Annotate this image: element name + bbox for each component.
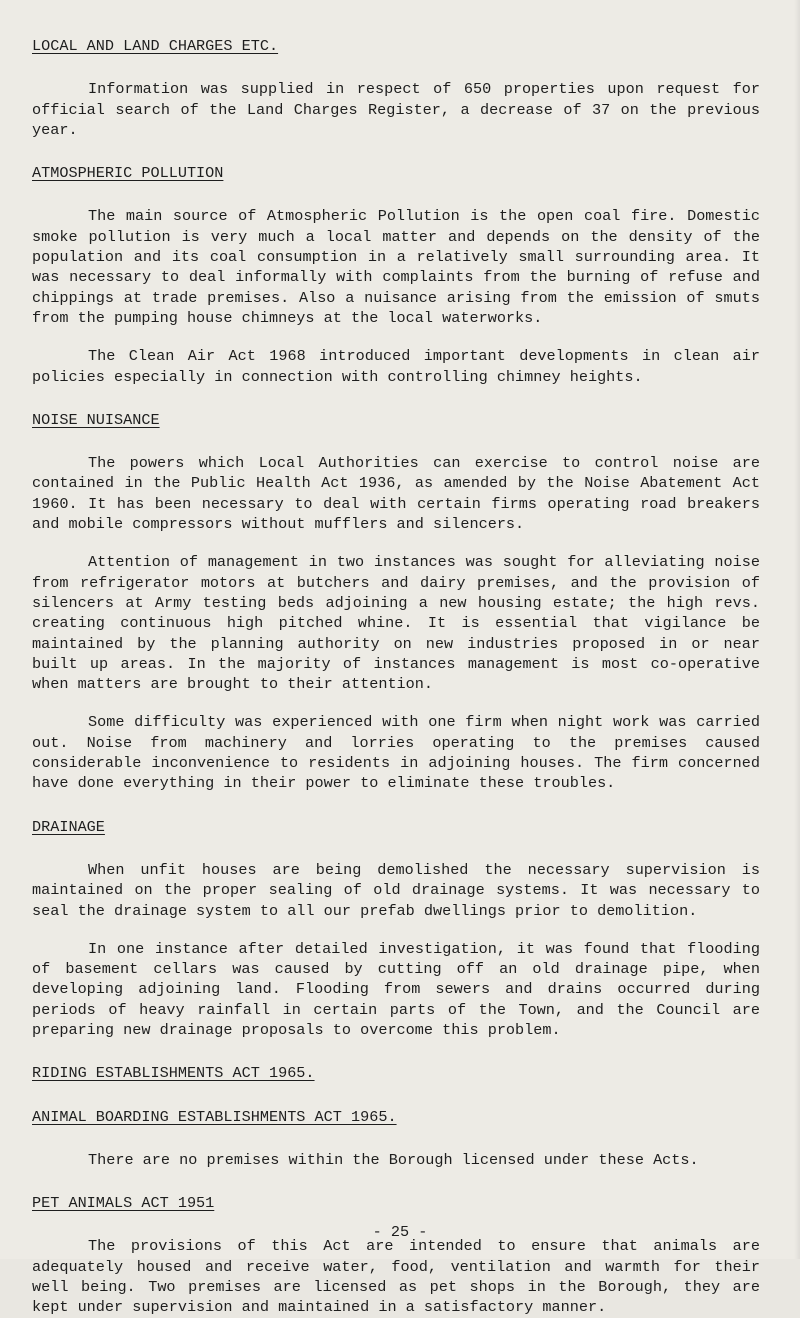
paragraph: Attention of management in two instances was sought for alleviating noise from refrigerator motors at butchers and dairy premises, and the provision of silencers at Army testing beds adjoining a new housing estate; the high revs. creating continuous high pitched whine. It is essential that vigilance be maintained by the planning authority on new industries proposed in or near built up areas. In the majority of instances management is most co-operative when matters are brought to their attention. <box>32 553 760 694</box>
paragraph: The Clean Air Act 1968 introduced important developments in clean air policies especially in connection with controlling chimney heights. <box>32 347 760 386</box>
heading-drainage: DRAINAGE <box>32 817 105 836</box>
paragraph: The main source of Atmospheric Pollution is the open coal fire. Domestic smoke pollution is very much a local matter and depends on the density of the population and its coal consumption in a relatively small surrounding area. It was necessary to deal informally with complaints from the burning of refuse and chippings at trade premises. Also a nuisance arising from the emission of smuts from the pumping house chimneys at the local waterworks. <box>32 207 760 327</box>
paragraph: Information was supplied in respect of 650 properties upon request for official search of the Land Charges Register, a decrease of 37 on the previous year. <box>32 80 760 139</box>
paragraph: The powers which Local Authorities can exercise to control noise are contained in the Public Health Act 1936, as amended by the Noise Abatement Act 1960. It has been necessary to deal with certain firms operating road breakers and mobile compressors without mufflers and silencers. <box>32 454 760 534</box>
paragraph: The provisions of this Act are intended to ensure that animals are adequately housed and receive water, food, ventilation and warmth for their well being. Two premises are licensed as pet shops in the Borough, they are kept under supervision and maintained in a satisfactory manner. <box>32 1237 760 1317</box>
heading-riding-establishments-act: RIDING ESTABLISHMENTS ACT 1965. <box>32 1064 315 1083</box>
heading-local-land-charges: LOCAL AND LAND CHARGES ETC. <box>32 37 279 55</box>
heading-noise-nuisance: NOISE NUISANCE <box>32 410 160 429</box>
page-number: - 25 - <box>372 1223 428 1241</box>
paragraph: When unfit houses are being demolished the necessary supervision is maintained on the proper sealing of old drainage systems. It was necessary to seal the drainage system to all our prefab dwellings prior to demolition. <box>32 860 760 920</box>
page-edge-shadow <box>794 0 800 1259</box>
paragraph: In one instance after detailed investigation, it was found that flooding of basement cellars was caused by cutting off an old drainage pipe, when developing adjoining land. Flooding from sewers and drains occurred during periods of heavy rainfall in certain parts of the Town, and the Council are preparing new drainage proposals to overcome this problem. <box>32 939 760 1039</box>
heading-animal-boarding-act: ANIMAL BOARDING ESTABLISHMENTS ACT 1965. <box>32 1107 397 1126</box>
heading-pet-animals-act: PET ANIMALS ACT 1951 <box>32 1194 215 1213</box>
paragraph: There are no premises within the Borough licensed under these Acts. <box>88 1150 699 1169</box>
paragraph: Some difficulty was experienced with one firm when night work was carried out. Noise from machinery and lorries operating to the premises caused considerable inconvenience to residents in adjoining houses. The firm concerned have done everything in their power to eliminate these troubles. <box>32 713 760 793</box>
heading-atmospheric-pollution: ATMOSPHERIC POLLUTION <box>32 164 224 183</box>
